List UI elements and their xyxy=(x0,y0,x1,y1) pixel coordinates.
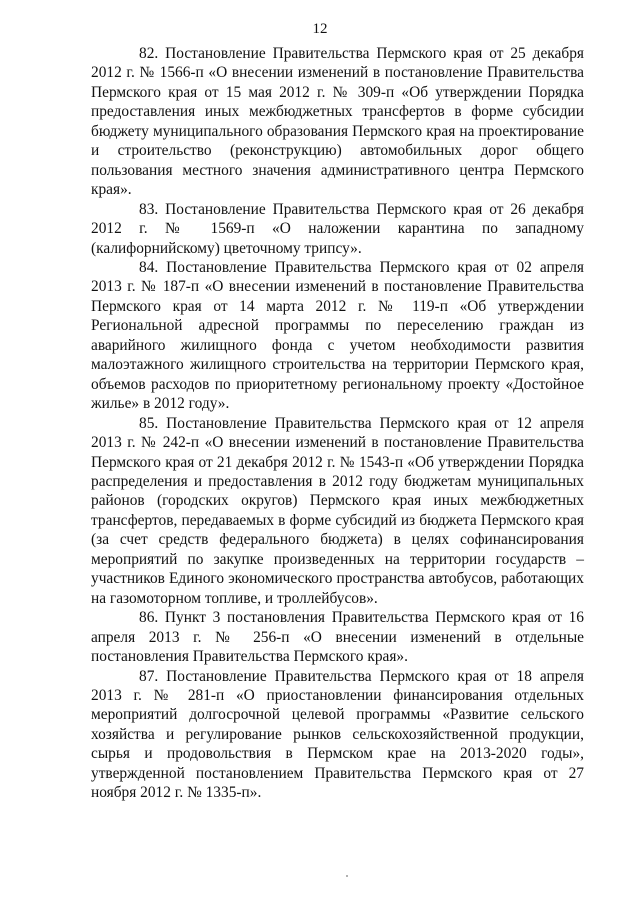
list-item-87: 87. Постановление Правительства Пермского края от 18 апреля 2013 г. № 281-п «О приостановлении финансирования отдельных мероприятий долгосрочной целевой программы «Развитие сельского хозяйства и регулирование рынков сельскохозяйственной продукции, сырья и продовольствия в Пермском крае на 2013-2020 годы», утвержденной постановлением Правительства Пермского края от 27 ноября 2012 г. № 1335-п». xyxy=(91,667,584,802)
list-item-82: 82. Постановление Правительства Пермского края от 25 декабря 2012 г. № 1566-п «О внесении изменений в постановление Правительства Пермского края от 15 мая 2012 г. № 309-п «Об утверждении Порядка предоставления иных межбюджетных трансфертов в форме субсидии бюджету муниципального образования Пермского края на проектирование и строительство (реконструкцию) автомобильных дорог общего пользования местного значения административного центра Пермского края». xyxy=(91,45,584,199)
list-item-83: 83. Постановление Правительства Пермского края от 26 декабря 2012 г. № 1569-п «О наложении карантина по западному (калифорнийскому) цветочному трипсу». xyxy=(91,200,584,257)
scan-speck xyxy=(346,875,348,877)
list-item-84: 84. Постановление Правительства Пермского края от 02 апреля 2013 г. № 187-п «О внесении изменений в постановление Правительства Пермского края от 14 марта 2012 г. № 119-п «Об утверждении Региональной адресной программы по переселению граждан из аварийного жилищного фонда с учетом необходимости развития малоэтажного жилищного строительства на территории Пермского края, объемов расходов по приоритетному региональному проекту «Достойное жилье» в 2012 году». xyxy=(91,258,584,413)
list-item-85: 85. Постановление Правительства Пермского края от 12 апреля 2013 г. № 242-п «О внесении изменений в постановление Правительства Пермского края от 21 декабря 2012 г. № 1543-п «Об утверждении Порядка распределения и предоставления в 2012 году бюджетам муниципальных районов (городских округов) Пермского края иных межбюджетных трансфертов, передаваемых в форме субсидий из бюджета Пермского края (за счет средств федерального бюджета) в целях софинансирования мероприятий по закупке произведенных на территории государств – участников Единого экономического пространства автобусов, работающих на газомоторном топливе, и троллейбусов». xyxy=(91,414,584,607)
page-number: 12 xyxy=(312,21,328,37)
list-item-86: 86. Пункт 3 постановления Правительства Пермского края от 16 апреля 2013 г. № 256-п «О внесении изменений в отдельные постановления Правительства Пермского края». xyxy=(91,609,584,666)
document-body xyxy=(91,44,584,803)
